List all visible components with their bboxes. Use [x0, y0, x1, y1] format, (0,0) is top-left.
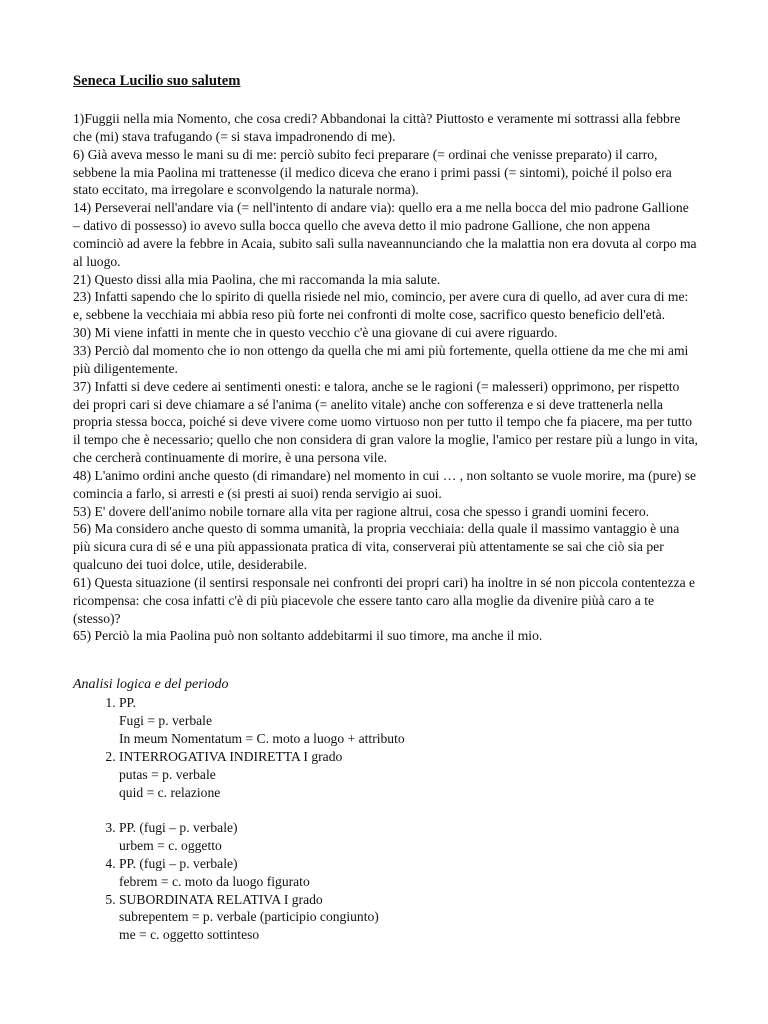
analysis-item-line: urbem = c. oggetto [119, 838, 222, 854]
analysis-item [119, 891, 698, 945]
paragraph: 1)Fuggii nella mia Nomento, che cosa credi? Abbandonai la città? Piuttosto e veramente mi sottrassi alla febbre che (mi) stava trafugando (= si stava impadronendo di me). [73, 111, 681, 144]
paragraph: 30) Mi viene infatti in mente che in questo vecchio c'è una giovane di cui avere riguardo. [73, 325, 558, 341]
paragraph: 48) L'animo ordini anche questo (di rimandare) nel momento in cui … , non soltanto se vuole morire, ma (pure) se comincia a farlo, si arresti e (si presti ai suoi) renda servigio ai suoi. [73, 467, 697, 501]
analysis-item-head: 5. SUBORDINATA RELATIVA I grado [119, 891, 323, 907]
analysis-item-line: me = c. oggetto sottinteso [119, 927, 260, 943]
analysis-item-head: 4. PP. (fugi – p. verbale) [119, 855, 238, 871]
analysis-item-line: febrem = c. moto da luogo figurato [119, 873, 310, 889]
paragraph: 53) E' dovere dell'animo nobile tornare alla vita per ragione altrui, cosa che spesso i grandi uomini fecero. [73, 503, 650, 519]
paragraph: 21) Questo dissi alla mia Paolina, che mi raccomanda la mia salute. [73, 271, 441, 287]
paragraph: 61) Questa situazione (il sentirsi responsale nei confronti dei propri cari) ha inoltre in sé non piccola contentezza e ricompensa: che cosa infatti c'è di più piacevole che essere tanto caro alla moglie da divenire piùà caro a te (stesso)? [73, 574, 696, 626]
document-page [73, 72, 698, 944]
analysis-item-line: quid = c. relazione [119, 784, 221, 800]
translation-text [73, 110, 698, 645]
analysis-item [119, 855, 698, 891]
analysis-item-line: In meum Nomentatum = C. moto a luogo + attributo [119, 731, 405, 746]
paragraph: 33) Perciò dal momento che io non ottengo da quella che mi ami più fortemente, quella ottiene da me che mi ami più diligentemente. [73, 342, 689, 376]
analysis-heading: Analisi logica e del periodo [73, 677, 229, 693]
analysis-item-line: Fugi = p. verbale [119, 713, 212, 729]
analysis-item-line: putas = p. verbale [119, 766, 216, 782]
paragraph: 6) Già aveva messo le mani su di me: perciò subito feci preparare (= ordinai che venisse preparato) il carro, sebbene la mia Paolina mi trattenesse (il medico diceva che erano i primi passi (= sintomi), poiché il polso era stato eccitato, ma irregolare e sconvolgendo la naturale norma). [73, 146, 672, 198]
spacer [119, 801, 698, 819]
paragraph: 65) Perciò la mia Paolina può non soltanto addebitarmi il suo timore, ma anche il mio. [73, 628, 543, 644]
analysis-item-head: 1. PP. [119, 695, 137, 711]
analysis-item-head: 2. INTERROGATIVA INDIRETTA I grado [119, 748, 343, 764]
document-title: Seneca Lucilio suo salutem [73, 73, 241, 89]
analysis-item-line: subrepentem = p. verbale (participio congiunto) [119, 909, 379, 925]
paragraph: 23) Infatti sapendo che lo spirito di quella risiede nel mio, comincio, per avere cura di quello, ad aver cura di me: e, sebbene la vecchiaia mi abbia reso più forte nei confronti di molte cose, sacrifico questo beneficio dell'età. [73, 289, 689, 323]
analysis-item-head: 3. PP. (fugi – p. verbale) [119, 820, 238, 836]
paragraph: 37) Infatti si deve cedere ai sentimenti onesti: e talora, anche se le ragioni (= malesseri) opprimono, per rispetto dei propri cari si deve chiamare a sé l'anima (= anelito vitale) anche con sofferenza e si deve trattenerla nella propria stessa bocca, poiché si deve vivere come uomo virtuoso non per tutto il tempo che fa piacere, ma per tutto il tempo che è necessario; quello che non considera di gran valore la moglie, l'amico per restare più a lungo in vita, che cercherà continuamente di morire, è una persona vile. [73, 378, 698, 466]
analysis-item [119, 748, 698, 819]
paragraph: 14) Perseverai nell'andare via (= nell'intento di andare via): quello era a me nella bocca del mio padrone Gallione – dativo di possesso) io avevo sulla bocca quello che aveva detto il mio padrone Gallione, che non appena cominciò ad avere la febbre in Acaia, subito salì sulla naveannunciando che la malattia non era dovuta al corpo ma al luogo. [73, 200, 697, 269]
analysis-list [73, 694, 698, 944]
paragraph: 56) Ma considero anche questo di somma umanità, la propria vecchiaia: della quale il massimo vantaggio è una più sicura cura di sé e una più appassionata pratica di vita, conserverai più attentamente se sai che ciò sia per qualcuno dei tuoi dolce, utile, desiderabile. [73, 521, 680, 573]
analysis-item [119, 819, 698, 855]
analysis-item [119, 694, 698, 748]
